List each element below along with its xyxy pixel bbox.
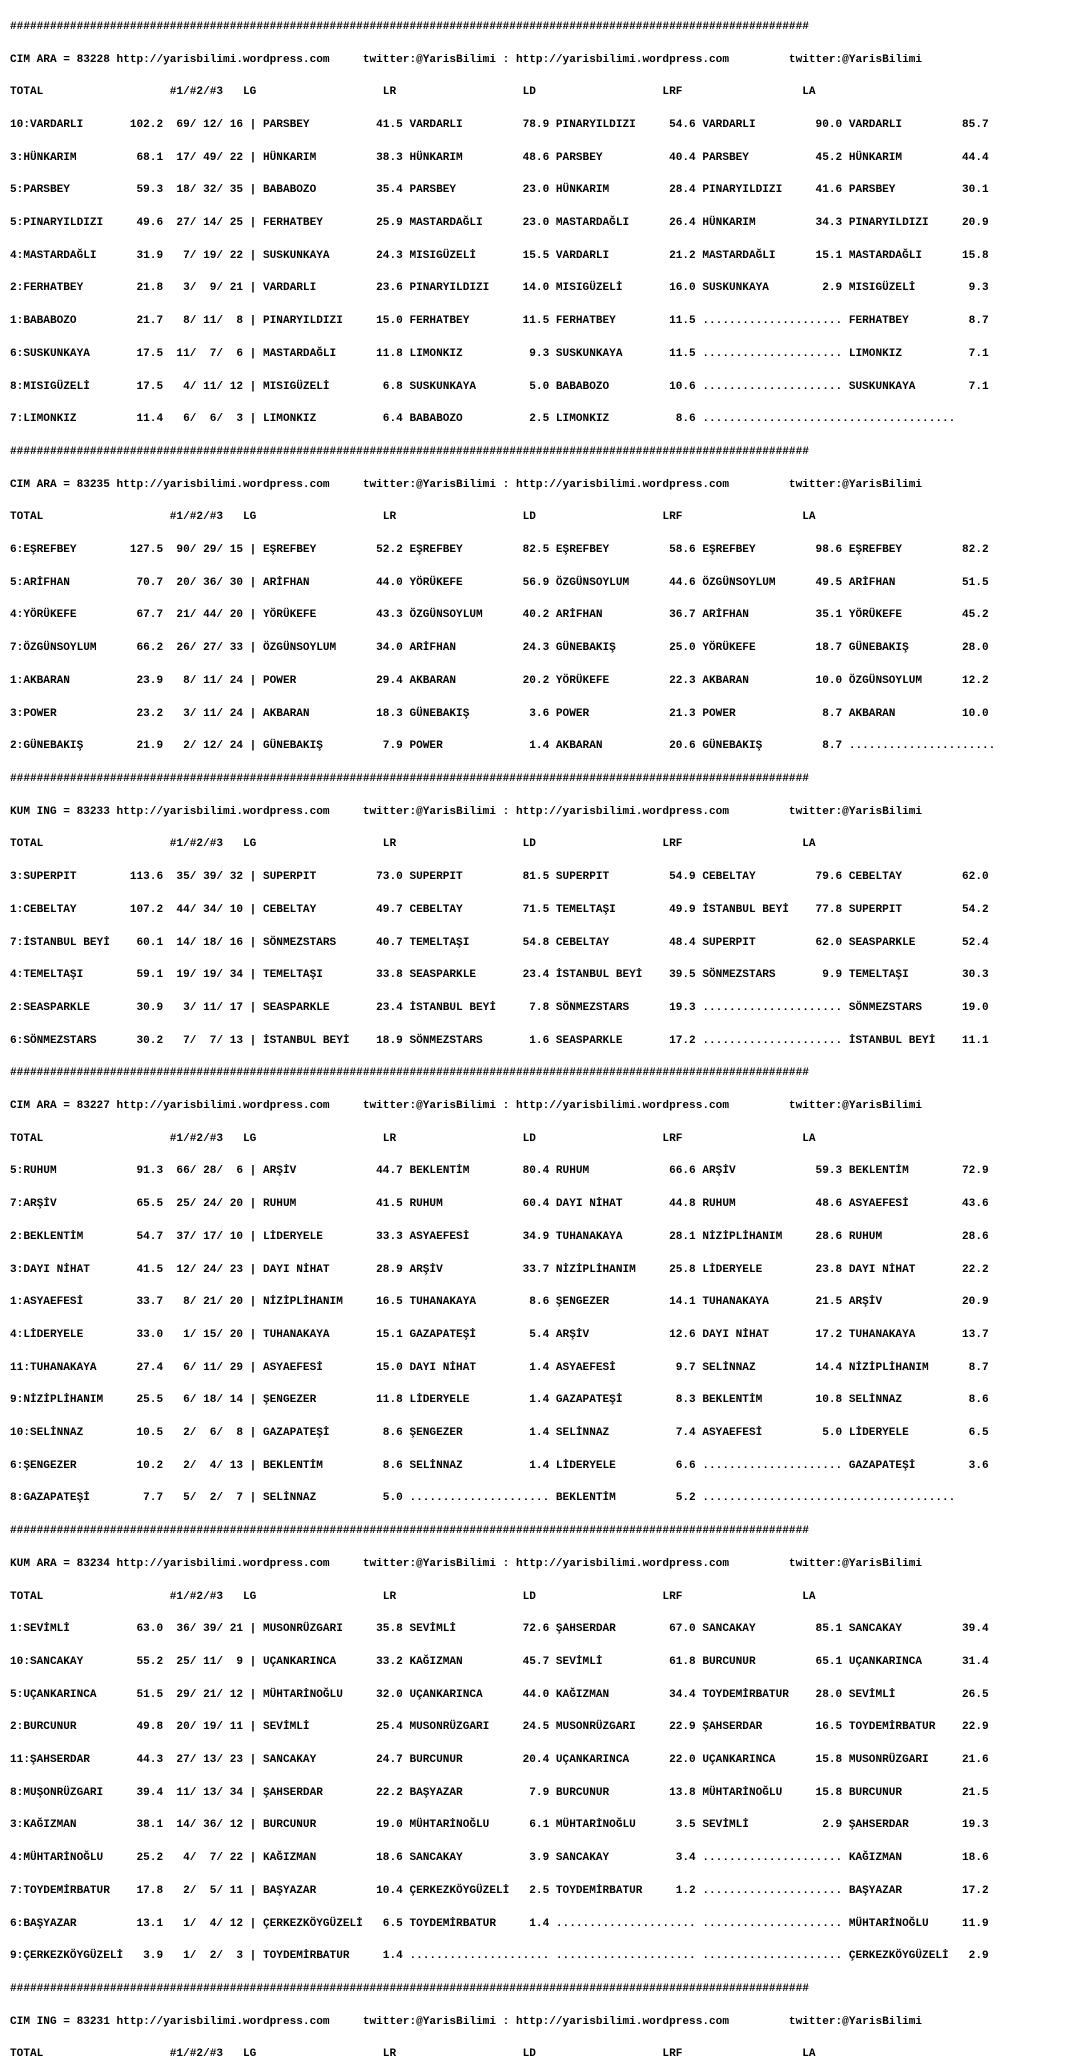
horse-stats-row: 10:SANCAKAY 55.2 25/ 11/ 9 | UÇANKARINCA 33.2 KAĞIZMAN 45.7 SEVİMLİ 61.8 BURCUNUR 65.1 UÇANKARINCA 31.4 xyxy=(10,1655,989,1668)
text-line: ######################################################################################################################## xyxy=(10,20,809,33)
horse-stats-row: 11:TUHANAKAYA 27.4 6/ 11/ 29 | ASYAEFESİ 15.0 DAYI NİHAT 1.4 ASYAEFESİ 9.7 SELİNNAZ 14.4 NİZİPLİHANIM 8.7 xyxy=(10,1361,989,1374)
horse-stats-row: 10:VARDARLI 102.2 69/ 12/ 16 | PARSBEY 41.5 VARDARLI 78.9 PINARYILDIZI 54.6 VARDARLI 90.0 VARDARLI 85.7 xyxy=(10,118,989,131)
horse-stats-row: 9:NİZİPLİHANIM 25.5 6/ 18/ 14 | ŞENGEZER 11.8 LİDERYELE 1.4 GAZAPATEŞİ 8.3 BEKLENTİM 10.8 SELİNNAZ 8.6 xyxy=(10,1394,989,1407)
horse-stats-row: 2:GÜNEBAKIŞ 21.9 2/ 12/ 24 | GÜNEBAKIŞ 7.9 POWER 1.4 AKBARAN 20.6 GÜNEBAKIŞ 8.7 ...................... xyxy=(10,740,996,753)
horse-stats-row: 3:POWER 23.2 3/ 11/ 24 | AKBARAN 18.3 GÜNEBAKIŞ 3.6 POWER 21.3 POWER 8.7 AKBARAN 10.0 xyxy=(10,707,989,720)
horse-stats-row: 7:LIMONKIZ 11.4 6/ 6/ 3 | LIMONKIZ 6.4 BABABOZO 2.5 LIMONKIZ 8.6 ...................................... xyxy=(10,413,956,426)
horse-stats-row: 7:ÖZGÜNSOYLUM 66.2 26/ 27/ 33 | ÖZGÜNSOYLUM 34.0 ARİFHAN 24.3 GÜNEBAKIŞ 25.0 YÖRÜKEFE 18.7 GÜNEBAKIŞ 28.0 xyxy=(10,642,989,655)
horse-stats-row: 6:ŞENGEZER 10.2 2/ 4/ 13 | BEKLENTİM 8.6 SELİNNAZ 1.4 LİDERYELE 6.6 ..................... GAZAPATEŞİ 3.6 xyxy=(10,1459,989,1472)
separator-line: ######################################################################################################################## xyxy=(10,772,809,785)
horse-stats-row: 11:ŞAHSERDAR 44.3 27/ 13/ 23 | SANCAKAY 24.7 BURCUNUR 20.4 UÇANKARINCA 22.0 UÇANKARINCA 15.8 MUSONRÜZGARI 21.6 xyxy=(10,1754,989,1767)
horse-stats-row: 5:ARİFHAN 70.7 20/ 36/ 30 | ARİFHAN 44.0 YÖRÜKEFE 56.9 ÖZGÜNSOYLUM 44.6 ÖZGÜNSOYLUM 49.5 ARİFHAN 51.5 xyxy=(10,576,989,589)
column-header-line: TOTAL #1/#2/#3 LG LR LD LRF LA xyxy=(10,1132,816,1145)
horse-stats-row: 2:FERHATBEY 21.8 3/ 9/ 21 | VARDARLI 23.6 PINARYILDIZI 14.0 MISIGÜZELİ 16.0 SUSKUNKAYA 2.9 MISIGÜZELİ 9.3 xyxy=(10,282,989,295)
horse-stats-row: 4:YÖRÜKEFE 67.7 21/ 44/ 20 | YÖRÜKEFE 43.3 ÖZGÜNSOYLUM 40.2 ARİFHAN 36.7 ARİFHAN 35.1 YÖRÜKEFE 45.2 xyxy=(10,609,989,622)
race-header-line: KUM ING = 83233 http://yarisbilimi.wordpress.com twitter:@YarisBilimi : http://yarisbilimi.wordpress.com twitter:@YarisBilimi xyxy=(10,805,923,818)
race-header-line: CIM ING = 83231 http://yarisbilimi.wordpress.com twitter:@YarisBilimi : http://yarisbilimi.wordpress.com twitter:@YarisBilimi xyxy=(10,2015,923,2028)
column-header-line: TOTAL #1/#2/#3 LG LR LD LRF LA xyxy=(10,511,816,524)
horse-stats-row: 5:PARSBEY 59.3 18/ 32/ 35 | BABABOZO 35.4 PARSBEY 23.0 HÜNKARIM 28.4 PINARYILDIZI 41.6 PARSBEY 30.1 xyxy=(10,184,989,197)
horse-stats-row: 9:ÇERKEZKÖYGÜZELİ 3.9 1/ 2/ 3 | TOYDEMİRBATUR 1.4 ..................... ..................... ..................... ÇERKEZKÖYGÜZELİ 2.9 xyxy=(10,1950,989,1963)
horse-stats-row: 3:KAĞIZMAN 38.1 14/ 36/ 12 | BURCUNUR 19.0 MÜHTARİNOĞLU 6.1 MÜHTARİNOĞLU 3.5 SEVİMLİ 2.9 ŞAHSERDAR 19.3 xyxy=(10,1819,989,1832)
horse-stats-row: 2:BEKLENTİM 54.7 37/ 17/ 10 | LİDERYELE 33.3 ASYAEFESİ 34.9 TUHANAKAYA 28.1 NİZİPLİHANIM 28.6 RUHUM 28.6 xyxy=(10,1230,989,1243)
horse-stats-row: 8:MISIGÜZELİ 17.5 4/ 11/ 12 | MISIGÜZELİ 6.8 SUSKUNKAYA 5.0 BABABOZO 10.6 ..................... SUSKUNKAYA 7.1 xyxy=(10,380,989,393)
horse-stats-row: 2:BURCUNUR 49.8 20/ 19/ 11 | SEVİMLİ 25.4 MUSONRÜZGARI 24.5 MUSONRÜZGARI 22.9 ŞAHSERDAR 16.5 TOYDEMİRBATUR 22.9 xyxy=(10,1721,989,1734)
horse-stats-row: 7:TOYDEMİRBATUR 17.8 2/ 5/ 11 | BAŞYAZAR 10.4 ÇERKEZKÖYGÜZELİ 2.5 TOYDEMİRBATUR 1.2 ..................... BAŞYAZAR 17.2 xyxy=(10,1884,989,1897)
column-header-line: TOTAL #1/#2/#3 LG LR LD LRF LA xyxy=(10,838,816,851)
horse-stats-row: 3:HÜNKARIM 68.1 17/ 49/ 22 | HÜNKARIM 38.3 HÜNKARIM 48.6 PARSBEY 40.4 PARSBEY 45.2 HÜNKARIM 44.4 xyxy=(10,151,989,164)
horse-stats-row: 5:UÇANKARINCA 51.5 29/ 21/ 12 | MÜHTARİNOĞLU 32.0 UÇANKARINCA 44.0 KAĞIZMAN 34.4 TOYDEMİRBATUR 28.0 SEVİMLİ 26.5 xyxy=(10,1688,989,1701)
horse-stats-row: 8:GAZAPATEŞİ 7.7 5/ 2/ 7 | SELİNNAZ 5.0 ..................... BEKLENTİM 5.2 ...................................... xyxy=(10,1492,956,1505)
separator-line: ######################################################################################################################## xyxy=(10,1525,809,1538)
separator-line: ######################################################################################################################## xyxy=(10,445,809,458)
race-header-line: CIM ARA = 83235 http://yarisbilimi.wordpress.com twitter:@YarisBilimi : http://yarisbilimi.wordpress.com twitter:@YarisBilimi xyxy=(10,478,923,491)
horse-stats-row: 6:SÖNMEZSTARS 30.2 7/ 7/ 13 | İSTANBUL BEYİ 18.9 SÖNMEZSTARS 1.6 SEASPARKLE 17.2 ..................... İSTANBUL BEYİ 11.1 xyxy=(10,1034,989,1047)
horse-stats-row: 5:RUHUM 91.3 66/ 28/ 6 | ARŞİV 44.7 BEKLENTİM 80.4 RUHUM 66.6 ARŞİV 59.3 BEKLENTİM 72.9 xyxy=(10,1165,989,1178)
race-header-line: CIM ARA = 83228 http://yarisbilimi.wordpress.com twitter:@YarisBilimi : http://yarisbilimi.wordpress.com twitter:@YarisBilimi xyxy=(10,53,923,66)
race-header-line: KUM ARA = 83234 http://yarisbilimi.wordpress.com twitter:@YarisBilimi : http://yarisbilimi.wordpress.com twitter:@YarisBilimi xyxy=(10,1557,923,1570)
horse-stats-row: 10:SELİNNAZ 10.5 2/ 6/ 8 | GAZAPATEŞİ 8.6 ŞENGEZER 1.4 SELİNNAZ 7.4 ASYAEFESİ 5.0 LİDERYELE 6.5 xyxy=(10,1427,989,1440)
race-stats-document xyxy=(10,0,995,2071)
horse-stats-row: 6:BAŞYAZAR 13.1 1/ 4/ 12 | ÇERKEZKÖYGÜZELİ 6.5 TOYDEMİRBATUR 1.4 ..................... ..................... MÜHTARİNOĞLU 11.9 xyxy=(10,1917,989,1930)
horse-stats-row: 6:EŞREFBEY 127.5 90/ 29/ 15 | EŞREFBEY 52.2 EŞREFBEY 82.5 EŞREFBEY 58.6 EŞREFBEY 98.6 EŞREFBEY 82.2 xyxy=(10,544,989,557)
separator-line: ######################################################################################################################## xyxy=(10,1067,809,1080)
horse-stats-row: 1:ASYAEFESİ 33.7 8/ 21/ 20 | NİZİPLİHANIM 16.5 TUHANAKAYA 8.6 ŞENGEZER 14.1 TUHANAKAYA 21.5 ARŞİV 20.9 xyxy=(10,1296,989,1309)
horse-stats-row: 6:SUSKUNKAYA 17.5 11/ 7/ 6 | MASTARDAĞLI 11.8 LIMONKIZ 9.3 SUSKUNKAYA 11.5 ..................... LIMONKIZ 7.1 xyxy=(10,347,989,360)
horse-stats-row: 4:MASTARDAĞLI 31.9 7/ 19/ 22 | SUSKUNKAYA 24.3 MISIGÜZELİ 15.5 VARDARLI 21.2 MASTARDAĞLI 15.1 MASTARDAĞLI 15.8 xyxy=(10,249,989,262)
horse-stats-row: 4:TEMELTAŞI 59.1 19/ 19/ 34 | TEMELTAŞI 33.8 SEASPARKLE 23.4 İSTANBUL BEYİ 39.5 SÖNMEZSTARS 9.9 TEMELTAŞI 30.3 xyxy=(10,969,989,982)
horse-stats-row: 4:LİDERYELE 33.0 1/ 15/ 20 | TUHANAKAYA 15.1 GAZAPATEŞİ 5.4 ARŞİV 12.6 DAYI NİHAT 17.2 TUHANAKAYA 13.7 xyxy=(10,1328,989,1341)
horse-stats-row: 3:SUPERPIT 113.6 35/ 39/ 32 | SUPERPIT 73.0 SUPERPIT 81.5 SUPERPIT 54.9 CEBELTAY 79.6 CEBELTAY 62.0 xyxy=(10,871,989,884)
horse-stats-row: 1:AKBARAN 23.9 8/ 11/ 24 | POWER 29.4 AKBARAN 20.2 YÖRÜKEFE 22.3 AKBARAN 10.0 ÖZGÜNSOYLUM 12.2 xyxy=(10,674,989,687)
horse-stats-row: 7:ARŞİV 65.5 25/ 24/ 20 | RUHUM 41.5 RUHUM 60.4 DAYI NİHAT 44.8 RUHUM 48.6 ASYAEFESİ 43.6 xyxy=(10,1198,989,1211)
horse-stats-row: 4:MÜHTARİNOĞLU 25.2 4/ 7/ 22 | KAĞIZMAN 18.6 SANCAKAY 3.9 SANCAKAY 3.4 ..................... KAĞIZMAN 18.6 xyxy=(10,1852,989,1865)
horse-stats-row: 1:BABABOZO 21.7 8/ 11/ 8 | PINARYILDIZI 15.0 FERHATBEY 11.5 FERHATBEY 11.5 ..................... FERHATBEY 8.7 xyxy=(10,315,989,328)
column-header-line: TOTAL #1/#2/#3 LG LR LD LRF LA xyxy=(10,86,816,99)
column-header-line: TOTAL #1/#2/#3 LG LR LD LRF LA xyxy=(10,1590,816,1603)
column-header-line: TOTAL #1/#2/#3 LG LR LD LRF LA xyxy=(10,2048,816,2061)
separator-line: ######################################################################################################################## xyxy=(10,1983,809,1995)
horse-stats-row: 2:SEASPARKLE 30.9 3/ 11/ 17 | SEASPARKLE 23.4 İSTANBUL BEYİ 7.8 SÖNMEZSTARS 19.3 ..................... SÖNMEZSTARS 19.0 xyxy=(10,1001,989,1014)
horse-stats-row: 1:SEVİMLİ 63.0 36/ 39/ 21 | MUSONRÜZGARI 35.8 SEVİMLİ 72.6 ŞAHSERDAR 67.0 SANCAKAY 85.1 SANCAKAY 39.4 xyxy=(10,1623,989,1636)
horse-stats-row: 1:CEBELTAY 107.2 44/ 34/ 10 | CEBELTAY 49.7 CEBELTAY 71.5 TEMELTAŞI 49.9 İSTANBUL BEYİ 77.8 SUPERPIT 54.2 xyxy=(10,903,989,916)
horse-stats-row: 7:İSTANBUL BEYİ 60.1 14/ 18/ 16 | SÖNMEZSTARS 40.7 TEMELTAŞI 54.8 CEBELTAY 48.4 SUPERPIT 62.0 SEASPARKLE 52.4 xyxy=(10,936,989,949)
horse-stats-row: 5:PINARYILDIZI 49.6 27/ 14/ 25 | FERHATBEY 25.9 MASTARDAĞLI 23.0 MASTARDAĞLI 26.4 HÜNKARIM 34.3 PINARYILDIZI 20.9 xyxy=(10,217,989,230)
horse-stats-row: 3:DAYI NİHAT 41.5 12/ 24/ 23 | DAYI NİHAT 28.9 ARŞİV 33.7 NİZİPLİHANIM 25.8 LİDERYELE 23.8 DAYI NİHAT 22.2 xyxy=(10,1263,989,1276)
race-header-line: CIM ARA = 83227 http://yarisbilimi.wordpress.com twitter:@YarisBilimi : http://yarisbilimi.wordpress.com twitter:@YarisBilimi xyxy=(10,1100,923,1113)
horse-stats-row: 8:MUŞONRÜZGARI 39.4 11/ 13/ 34 | ŞAHSERDAR 22.2 BAŞYAZAR 7.9 BURCUNUR 13.8 MÜHTARİNOĞLU 15.8 BURCUNUR 21.5 xyxy=(10,1786,989,1799)
